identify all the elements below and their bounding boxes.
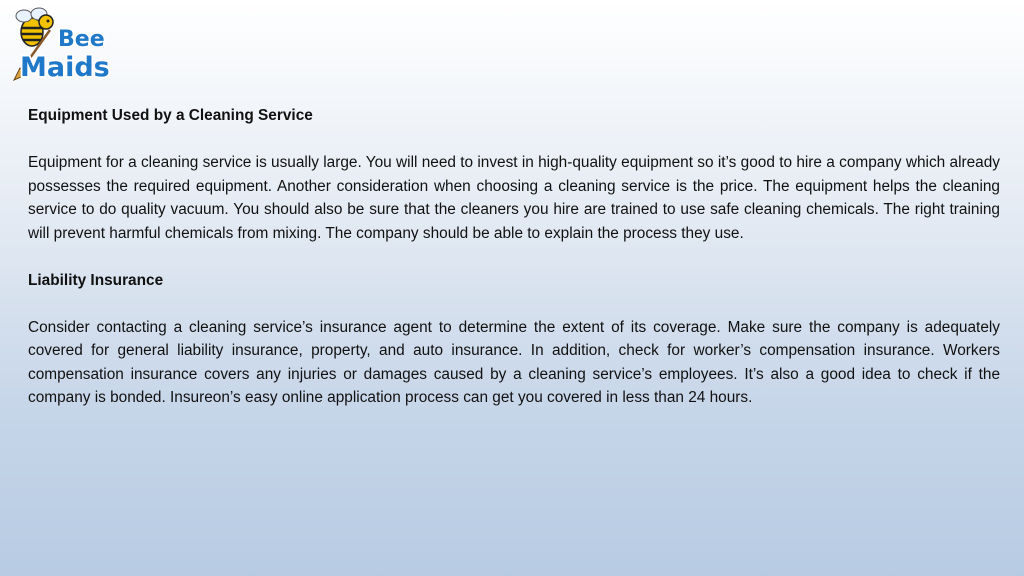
section-heading-liability: Liability Insurance — [28, 271, 164, 289]
logo-text-bee: Bee — [58, 27, 105, 52]
bee-maids-logo — [6, 2, 128, 84]
spacer — [28, 292, 1000, 316]
logo-text-maids: Maids — [20, 52, 110, 83]
section-body-liability: Consider contacting a cleaning service’s insurance agent to determine the extent of its coverage. Make sure the company is adequately covered for general liability insurance, property, and auto insurance. In addition, check for worker’s compensation insurance. Workers compensation insurance covers any injuries or damages caused by a cleaning service’s employees. It’s also a good idea to check if the company is bonded. Insureon’s easy online application process can get you covered in less than 24 hours. — [28, 318, 1000, 406]
bee-mascot-icon — [6, 2, 128, 84]
document-body — [28, 104, 1000, 410]
spacer — [28, 245, 1000, 269]
section-body-equipment: Equipment for a cleaning service is usually large. You will need to invest in high-quality equipment so it’s good to hire a company which already possesses the required equipment. Another consideration when choosing a cleaning service is the price. The equipment helps the cleaning service to do quality vacuum. You should also be sure that the cleaners you hire are trained to use safe cleaning chemicals. The right training will prevent harmful chemicals from mixing. The company should be able to explain the process they use. — [28, 154, 1000, 242]
spacer — [28, 128, 1000, 152]
section-heading-equipment: Equipment Used by a Cleaning Service — [28, 107, 313, 124]
